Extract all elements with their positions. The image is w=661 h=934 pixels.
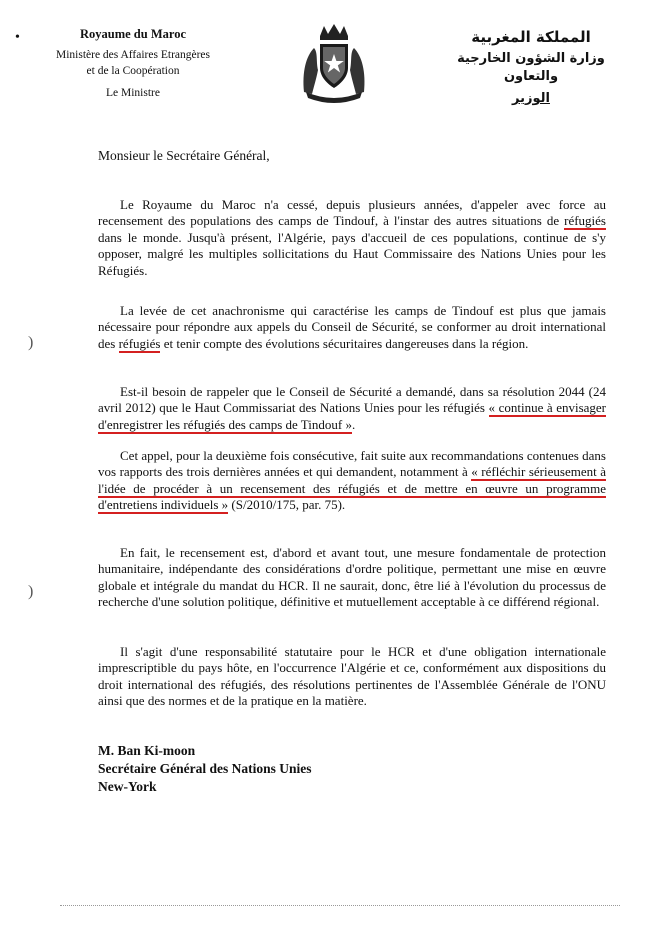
paragraph-3: [98, 384, 606, 433]
addressee-title: Secrétaire Général des Nations Unies: [98, 761, 312, 776]
letterhead-left: [28, 26, 238, 101]
footer-dotted-line: [60, 905, 620, 906]
punch-hole-mark: ): [28, 334, 34, 351]
paragraph-2-text-a: La levée de cet anachronisme qui caractérise les camps de Tindouf est plus que jamais nécessaire pour répondre aux appels du Conseil de Sécurité, se conformer au droit international des: [98, 303, 606, 351]
addressee-block: [98, 742, 311, 796]
paragraph-1-text-a: Le Royaume du Maroc n'a cessé, depuis plusieurs années, d'appeler avec force au recensement des populations des camps de Tindouf, à l'instar des autres situations de: [98, 197, 606, 229]
highlighted-quote: « réfléchir sérieusement à l'idée de procéder à un recensement des réfugiés et de mettre en œuvre un programme d'entretiens individuels »: [98, 464, 606, 513]
highlighted-quote: « continue à envisager d'enregistrer les réfugiés des camps de Tindouf »: [98, 400, 607, 432]
letterhead-right: [441, 28, 621, 108]
minister-label-fr: Le Ministre: [106, 87, 160, 99]
paragraph-5: En fait, le recensement est, d'abord et avant tout, une mesure fondamentale de protection humanitaire, indépendante des considérations d'ordre politique, permettant une mise en œuvre globale et intégrale du mandat du HCR. Il ne saurait, donc, être lié à l'évolution du processus de recherche d'une solution politique, définitive et mutuellement acceptable à ce différend régional.: [98, 545, 606, 610]
paragraph-4-text-a: Cet appel, pour la deuxième fois consécutive, fait suite aux recommandations contenues dans vos rapports des trois dernières années et qui demandent, notamment à: [98, 448, 606, 480]
kingdom-name-fr: Royaume du Maroc: [79, 27, 186, 41]
paragraph-2: [98, 303, 606, 352]
paragraph-3-text-b: .: [351, 416, 356, 432]
kingdom-name-ar: المملكة المغربية: [471, 28, 591, 46]
paragraph-2-text-b: et tenir compte des évolutions sécuritaires dangereuses dans la région.: [160, 335, 529, 351]
highlighted-word: réfugiés: [118, 335, 161, 351]
paragraph-4: [98, 448, 606, 514]
punch-hole-mark: ): [28, 583, 34, 600]
highlighted-word: réfugiés: [564, 213, 606, 229]
paragraph-1: [98, 197, 606, 279]
paragraph-1-text-b: dans le monde. Jusqu'à présent, l'Algérie, pays d'accueil de ces populations, continue de s'y opposer, malgré les multiples sollicitations du Haut Commissaire des Nations Unies pour les Réfugiés.: [98, 229, 606, 278]
margin-mark: •: [15, 30, 20, 45]
salutation: Monsieur le Secrétaire Général,: [98, 148, 270, 163]
paragraph-3-text-a: Est-il besoin de rappeler que le Conseil de Sécurité a demandé, dans sa résolution 2044 (24 avril 2012) que le Haut Commissariat des Nations Unies pour les réfugiés: [98, 384, 606, 416]
paragraph-4-text-b: (S/2010/175, par. 75).: [228, 497, 346, 513]
ministry-line-2-ar: والتعاون: [503, 69, 559, 84]
ministry-line-1-ar: وزارة الشؤون الخارجية: [457, 51, 605, 66]
coat-of-arms-icon: [298, 22, 370, 104]
minister-label-ar: الوزير: [512, 91, 550, 106]
paragraph-6: Il s'agit d'une responsabilité statutaire pour le HCR et d'une obligation internationale imprescriptible du pays hôte, en l'occurrence l'Algérie et ce, conformément aux dispositions du droit international des réfugiés, des résolutions pertinentes de l'Assemblée Générale de l'ONU ainsi que des normes et de la pratique en la matière.: [98, 644, 606, 709]
addressee-city: New-York: [98, 779, 157, 794]
addressee-name: M. Ban Ki-moon: [98, 743, 196, 758]
ministry-line-2: et de la Coopération: [86, 65, 180, 77]
ministry-line-1: Ministère des Affaires Etrangères: [55, 49, 211, 61]
